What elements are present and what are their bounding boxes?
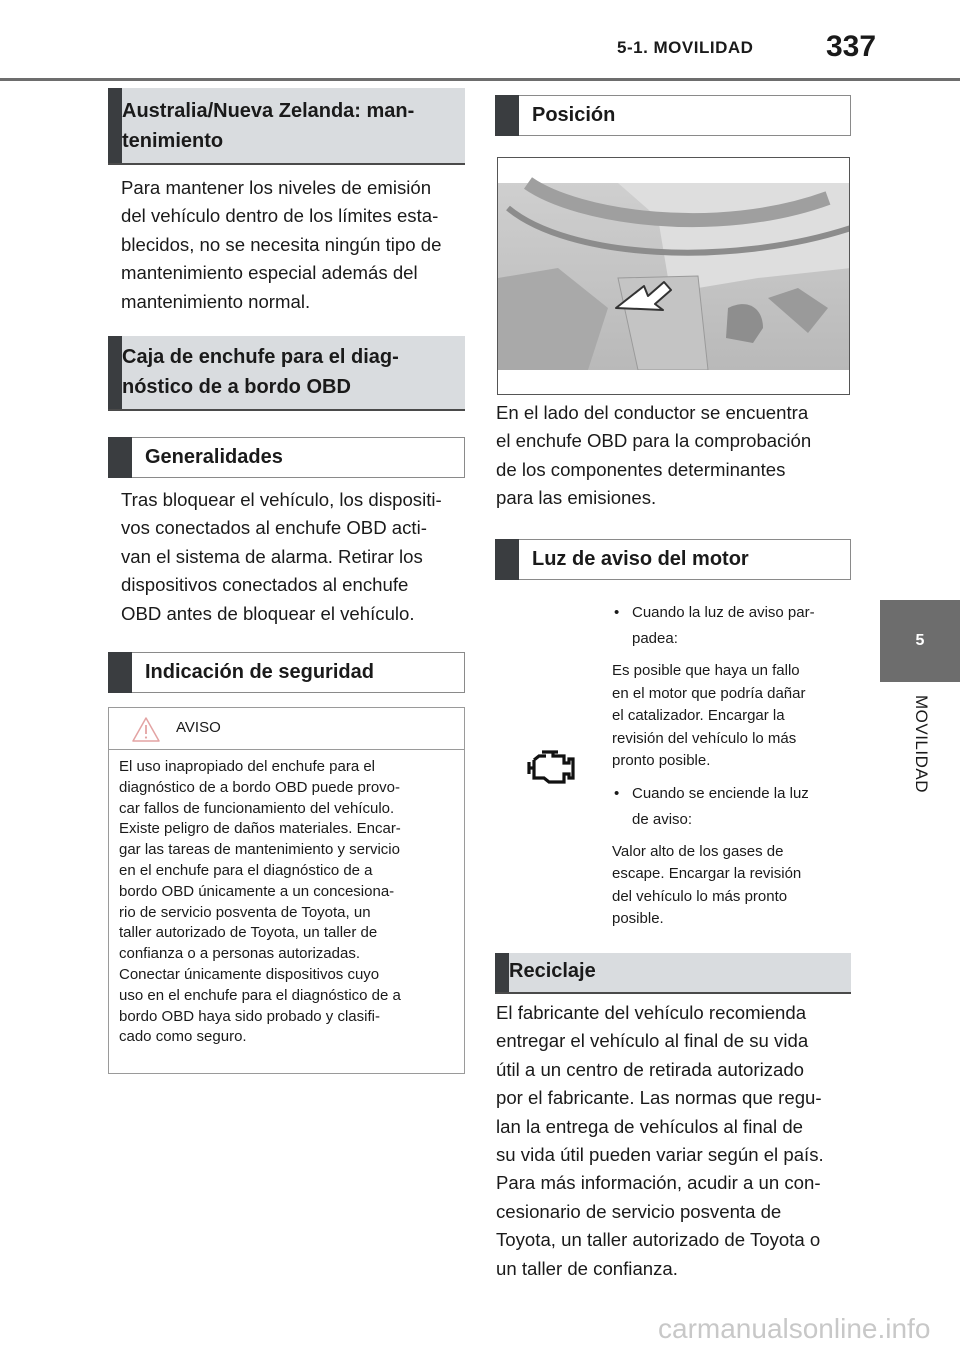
heading-generalidades <box>108 437 465 478</box>
heading-posicion <box>495 95 851 136</box>
heading-bar <box>495 953 509 992</box>
engine-light-bullet <box>612 600 852 652</box>
heading-obd-text: Caja de enchufe para el diag- nóstico de a bordo OBD <box>122 346 399 398</box>
heading-bar <box>108 437 132 478</box>
heading-reciclaje <box>495 953 851 994</box>
obd-location-illustration <box>498 158 850 395</box>
recycling-paragraph: El fabricante del vehículo recomienda entregar el vehículo al final de su vida útil a un centro de retirada autorizado por el fabricante. Las normas que regu- lan la entrega de vehículos al final de su vida útil pueden variar según el país. Para más información, acudir a un con- cesionario de servicio posventa de Toyota, un taller autorizado de Toyota o un taller de confianza. <box>496 1002 824 1279</box>
australia-paragraph: Para mantener los niveles de emisión del vehículo dentro de los límites esta- blecidos, no se necesita ningún tipo de mantenimiento especial además del mantenimiento normal. <box>121 177 442 312</box>
heading-bar <box>495 95 519 136</box>
bullet-marker: • <box>614 604 620 621</box>
engine-light-description: Es posible que haya un fallo en el motor que podría dañar el catalizador. Encargar la revisión del vehículo lo más pronto posible. <box>612 662 806 769</box>
header-rule <box>0 78 960 81</box>
heading-bar <box>108 88 122 163</box>
heading-seguridad-text: Indicación de seguridad <box>145 661 374 683</box>
heading-obd <box>108 336 465 411</box>
engine-light-text <box>612 600 852 939</box>
heading-australia-text: Australia/Nueva Zelanda: man- tenimiento <box>122 100 415 152</box>
heading-reciclaje-text: Reciclaje <box>509 960 596 982</box>
heading-bar <box>108 336 122 409</box>
bullet-text: Cuando se enciende la luz de aviso: <box>632 784 809 828</box>
engine-light-bullet <box>612 781 852 833</box>
heading-posicion-text: Posición <box>532 104 616 126</box>
warning-title: AVISO <box>176 719 221 736</box>
heading-bar <box>495 539 519 580</box>
warning-header <box>109 708 464 750</box>
heading-generalidades-text: Generalidades <box>145 446 283 468</box>
warning-text: El uso inapropiado del enchufe para el diagnóstico de a bordo OBD puede provo- car fallos de funcionamiento del vehículo. Existe peligro de daños materiales. Encar- gar las tareas de mantenimiento y servicio en el enchufe para el diagnóstico de a bordo OBD únicamente a un concesiona- rio de servicio posventa de Toyota, un taller autorizado de Toyota, un taller de confianza o a personas autorizadas. Conectar únicamente dispositivos cuyo uso en el enchufe para el diagnóstico de a bordo OBD haya sido probado y clasifi- cado como seguro. <box>119 758 401 1046</box>
engine-warning-icon <box>526 747 576 785</box>
general-paragraph: Tras bloquear el vehículo, los dispositi- vos conectados al enchufe OBD acti- van el sistema de alarma. Retirar los dispositivos conectados al enchufe OBD antes de bloquear el vehículo. <box>121 489 442 624</box>
page-number: 337 <box>826 30 877 63</box>
bullet-text: Cuando la luz de aviso par- padea: <box>632 604 815 647</box>
bullet-marker: • <box>614 784 620 802</box>
warning-triangle-icon <box>131 716 161 743</box>
heading-australia <box>108 88 465 165</box>
engine-light-description: Valor alto de los gases de escape. Encargar la revisión del vehículo lo más pronto posible. <box>612 842 802 927</box>
watermark: carmanualsonline.info <box>658 1313 931 1344</box>
warning-box <box>108 707 465 1074</box>
heading-seguridad <box>108 652 465 693</box>
position-paragraph: En el lado del conductor se encuentra el enchufe OBD para la comprobación de los componentes determinantes para las emisiones. <box>496 402 812 509</box>
chapter-number: 5 <box>915 632 925 649</box>
heading-luz-aviso-text: Luz de aviso del motor <box>532 548 749 570</box>
chapter-tab <box>880 600 960 682</box>
section-title: 5-1. MOVILIDAD <box>617 38 754 57</box>
heading-luz-aviso <box>495 539 851 580</box>
heading-bar <box>108 652 132 693</box>
obd-location-image <box>497 157 850 395</box>
chapter-label: MOVILIDAD <box>912 694 931 794</box>
